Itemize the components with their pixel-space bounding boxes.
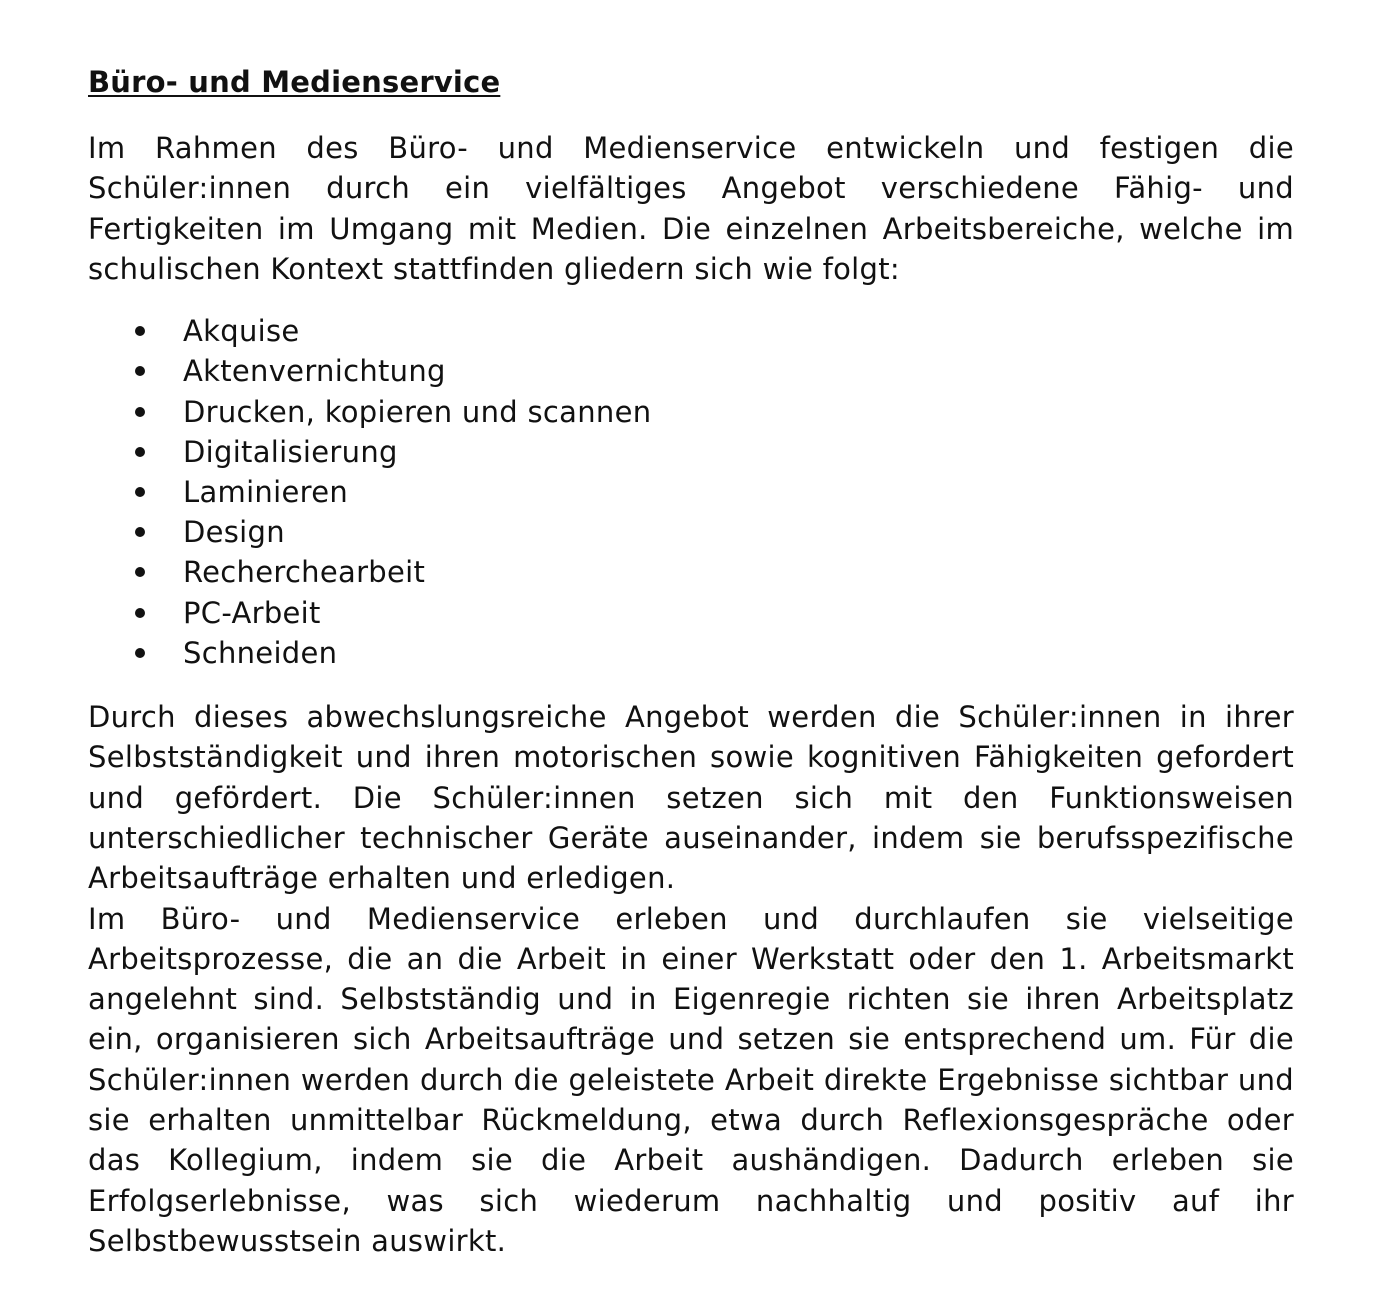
list-item-label: Drucken, kopieren und scannen bbox=[183, 394, 652, 429]
list-item-label: Laminieren bbox=[183, 475, 349, 509]
list-item bbox=[88, 311, 1294, 351]
list-item bbox=[88, 432, 1294, 472]
page-title: Büro- und Medienservice bbox=[88, 65, 501, 99]
list-item bbox=[88, 512, 1294, 552]
list-item bbox=[88, 633, 1294, 673]
bullet-icon bbox=[135, 567, 145, 577]
work-areas-list bbox=[88, 311, 1294, 673]
list-item-label: Schneiden bbox=[183, 635, 338, 670]
list-item-label: Recherchearbeit bbox=[183, 555, 426, 590]
document-page bbox=[88, 62, 1294, 1261]
list-item-label: PC-Arbeit bbox=[183, 595, 321, 630]
bullet-icon bbox=[135, 447, 145, 457]
list-item-label: Aktenvernichtung bbox=[183, 354, 446, 389]
list-item bbox=[88, 593, 1294, 633]
bullet-icon bbox=[135, 407, 145, 417]
bullet-icon bbox=[135, 487, 145, 497]
bullet-icon bbox=[135, 326, 145, 336]
bullet-icon bbox=[135, 527, 145, 537]
bullet-icon bbox=[135, 608, 145, 618]
intro-paragraph: Im Rahmen des Büro- und Medienservice entwickeln und festigen die Schüler:innen durch ein vielfältiges Angebot verschiedene Fähig- und Fertigkeiten im Umgang mit Medien. Die einzelnen Arbeitsbereiche, welche im schulischen Kontext stattfinden gliedern sich wie folgt: bbox=[88, 131, 1294, 286]
bullet-icon bbox=[135, 366, 145, 376]
list-item bbox=[88, 552, 1294, 592]
list-item-label: Digitalisierung bbox=[183, 434, 398, 469]
bullet-icon bbox=[135, 648, 145, 658]
list-item-label: Design bbox=[183, 515, 285, 550]
list-item-label: Akquise bbox=[183, 314, 300, 349]
list-item bbox=[88, 472, 1294, 512]
body-paragraph-1: Durch dieses abwechslungsreiche Angebot werden die Schüler:innen in ihrer Selbstständigkeit und ihren motorischen sowie kognitiven Fähigkeiten gefordert und gefördert. Die Schüler:innen setzen sich mit den Funktionsweisen unterschiedlicher technischer Geräte auseinander, indem sie berufsspezifische Arbeitsaufträge erhalten und erledigen. bbox=[88, 700, 1294, 896]
list-item bbox=[88, 351, 1294, 391]
list-item bbox=[88, 392, 1294, 432]
body-paragraph-2: Im Büro- und Medienservice erleben und durchlaufen sie vielseitige Arbeitsprozesse, die an die Arbeit in einer Werkstatt oder den 1. Arbeitsmarkt angelehnt sind. Selbstständig und in Eigenregie richten sie ihren Arbeitsplatz ein, organisieren sich Arbeitsaufträge und setzen sie entsprechend um. Für die Schüler:innen werden durch die geleistete Arbeit direkte Ergebnisse sichtbar und sie erhalten unmittelbar Rückmeldung, etwa durch Reflexionsgespräche oder das Kollegium, indem sie die Arbeit aushändigen. Dadurch erleben sie Erfolgserlebnisse, was sich wiederum nachhaltig und positiv auf ihr Selbstbewusstsein auswirkt. bbox=[88, 901, 1294, 1258]
